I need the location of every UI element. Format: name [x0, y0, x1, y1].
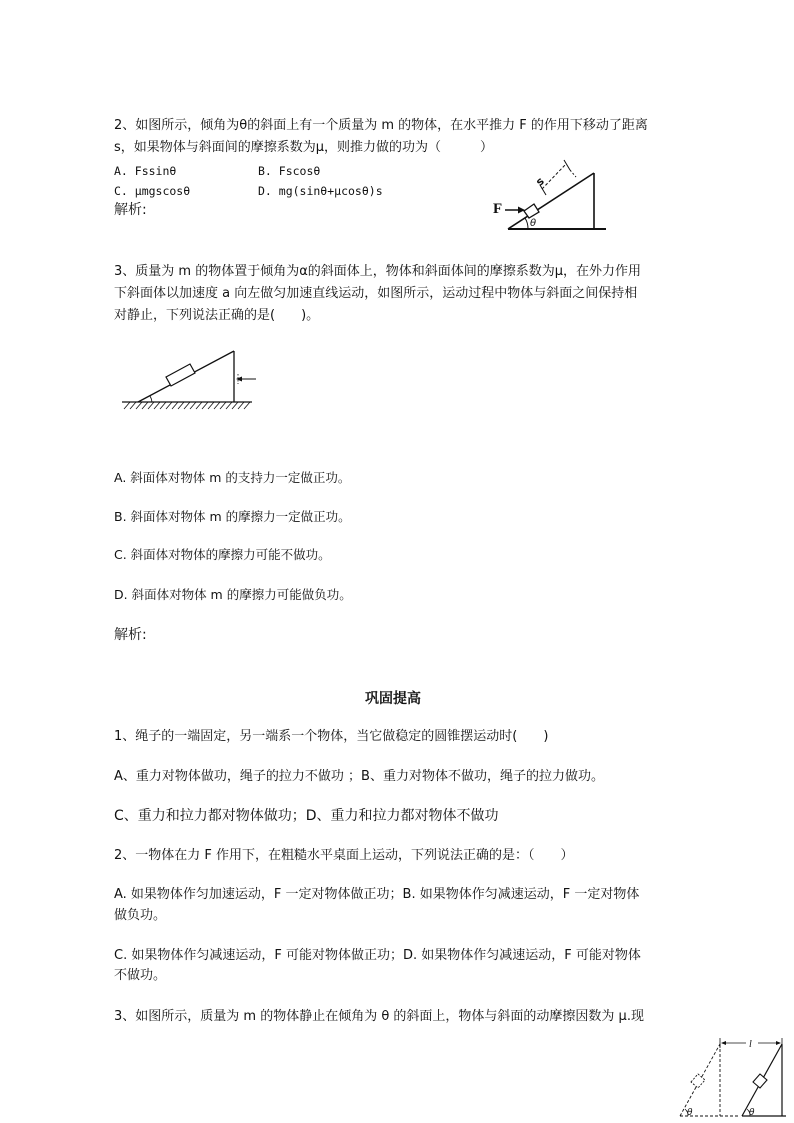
q2-option-a: A. Fssinθ	[114, 164, 177, 178]
s2-q2-options-cd-line1: C. 如果物体作匀减速运动，F 可能对物体做正功；D. 如果物体作匀减速运动，F 可能对物体	[114, 948, 641, 963]
q3-analysis-label: 解析:	[114, 627, 147, 643]
q3-option-c: C. 斜面体对物体的摩擦力可能不做功。	[114, 547, 331, 562]
angle-label-right: θ	[749, 1108, 755, 1118]
q3-text-line2: 下斜面体以加速度 a 向左做匀加速直线运动，如图所示，运动过程中物体与斜面之间保持相	[114, 286, 638, 301]
section-title: 巩固提高	[365, 691, 421, 707]
q2-analysis-label: 解析:	[114, 202, 147, 218]
s2-q2-options-cd-line2: 不做功。	[114, 968, 167, 983]
angle-label-theta: θ	[530, 218, 537, 229]
distance-label-s: s	[533, 174, 547, 189]
figure-incline-force	[488, 155, 613, 235]
figure-incline-accelerating	[118, 345, 258, 410]
q3-option-d: D. 斜面体对物体 m 的摩擦力可能做负功。	[114, 587, 352, 602]
s2-q2-text: 2、一物体在力 F 作用下，在粗糙水平桌面上运动，下列说法正确的是：（ ）	[114, 848, 574, 863]
s2-q3-text: 3、如图所示，质量为 m 的物体静止在倾角为 θ 的斜面上，物体与斜面的动摩擦因数为 μ.现	[114, 1009, 644, 1024]
s2-q2-options-ab-line2: 做负功。	[114, 908, 167, 923]
s2-q1-text: 1、绳子的一端固定，另一端系一个物体，当它做稳定的圆锥摆运动时( )	[114, 729, 549, 744]
s2-q1-options-cd: C、重力和拉力都对物体做功；D、重力和拉力都对物体不做功	[114, 808, 499, 824]
force-label-f: F	[493, 201, 503, 217]
q2-option-b: B. Fscosθ	[258, 164, 321, 178]
q2-option-c: C. μmgscosθ	[114, 184, 191, 198]
q3-text-line1: 3、质量为 m 的物体置于倾角为α的斜面体上，物体和斜面体间的摩擦系数为μ，在外力作用	[114, 264, 642, 279]
q2-text-line1: 2、如图所示，倾角为θ的斜面上有一个质量为 m 的物体，在水平推力 F 的作用下移动了距离	[114, 118, 648, 133]
q3-text-line3: 对静止，下列说法正确的是( )。	[114, 308, 320, 323]
s2-q2-options-ab-line1: A. 如果物体作匀加速运动，F 一定对物体做正功；B. 如果物体作匀减速运动，F 一定对物体	[114, 887, 640, 902]
figure-incline-displacement	[676, 1036, 788, 1118]
q3-option-b: B. 斜面体对物体 m 的摩擦力一定做正功。	[114, 509, 351, 524]
q3-option-a: A. 斜面体对物体 m 的支持力一定做正功。	[114, 470, 351, 485]
distance-label-l: l	[749, 1039, 752, 1050]
s2-q1-options-ab: A、重力对物体做功，绳子的拉力不做功 ；B、重力对物体不做功，绳子的拉力做功。	[114, 769, 604, 784]
q2-text-line2: s，如果物体与斜面间的摩擦系数为μ，则推力做的功为（ ）	[114, 140, 494, 155]
q2-option-d: D. mg(sinθ+μcosθ)s	[258, 184, 383, 198]
angle-label-left: θ	[687, 1108, 693, 1118]
